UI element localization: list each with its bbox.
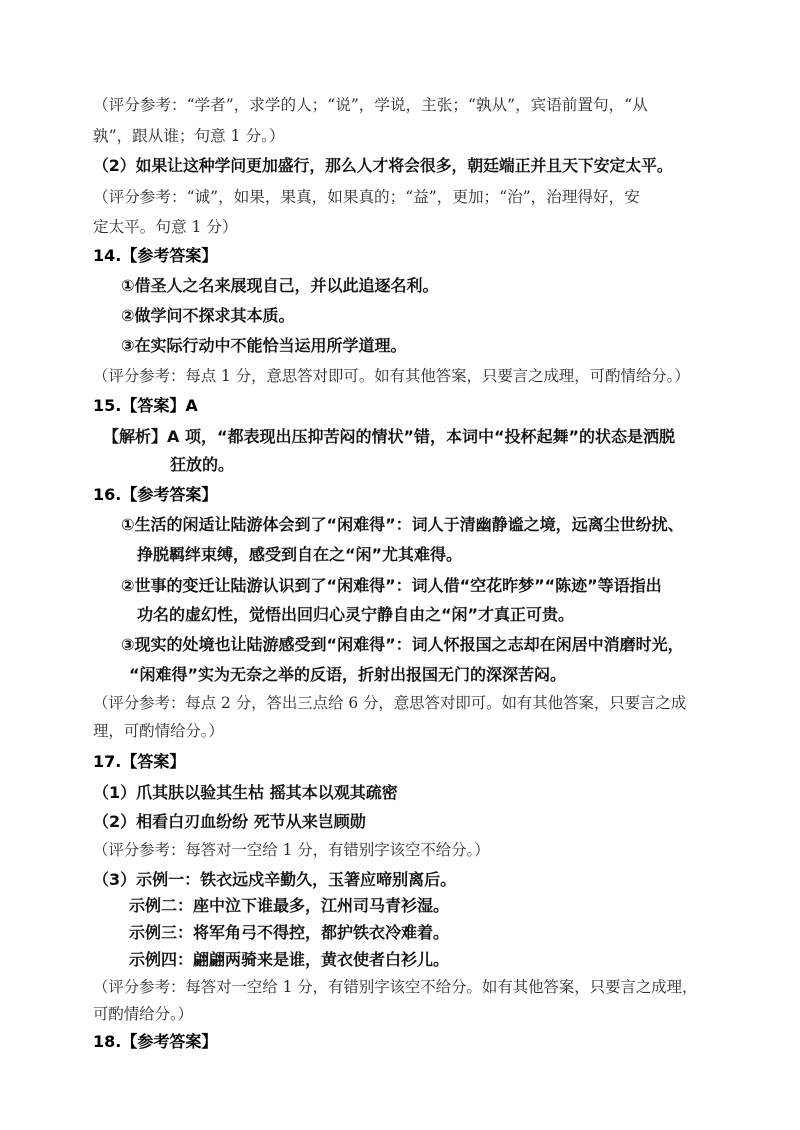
scoring-note-13-1-cont: 孰”，跟从谁；句意 1 分。） <box>93 127 285 145</box>
answer-16-point-3: ③现实的处境也让陆游感受到“闲难得”：词人怀报国之志却在闲居中消磨时光， <box>121 635 684 654</box>
analysis-15-cont: 狂放的。 <box>170 455 235 474</box>
question-15-heading: 15.【答案】A <box>93 396 198 415</box>
analysis-15: 【解析】A 项，“都表现出压抑苦闷的情状”错，本词中“投杯起舞”的状态是洒脱 <box>103 427 676 446</box>
answer-16-point-1: ①生活的闲适让陆游体会到了“闲难得”：词人于清幽静谧之境，远离尘世纷扰、 <box>121 515 684 534</box>
answer-17-3-example-3: 示例三：将军角弓不得控，都护铁衣冷难着。 <box>129 923 450 942</box>
scoring-note-16-cont: 理，可酌情给分。） <box>93 722 224 740</box>
question-16-heading: 16.【参考答案】 <box>93 485 218 504</box>
answer-16-point-2: ②世事的变迁让陆游认识到了“闲难得”：词人借“空花昨梦”“陈迹”等语指出 <box>121 576 662 595</box>
scoring-note-17-2: （评分参考：每答对一空给 1 分，有错别字该空不给分。） <box>93 841 490 859</box>
scoring-note-17-3: （评分参考：每答对一空给 1 分，有错别字该空不给分。如有其他答案，只要言之成理， <box>93 978 698 996</box>
answer-17-3-example-2: 示例二：座中泣下谁最多，江州司马青衫湿。 <box>129 896 450 915</box>
question-18-heading: 18.【参考答案】 <box>93 1032 218 1051</box>
answer-17-3-example-1: （3）示例一：铁衣远戍辛勤久，玉箸应啼别离后。 <box>93 870 457 889</box>
answer-16-point-2-cont: 功名的虚幻性，觉悟出回归心灵宁静自由之“闲”才真正可贵。 <box>137 605 575 624</box>
scoring-note-13-2: （评分参考：“诚”，如果，果真，如果真的；“益”，更加；“治”，治理得好，安 <box>93 188 640 206</box>
scoring-note-13-1: （评分参考：“学者”，求学的人；“说”，学说，主张；“孰从”，宾语前置句，“从 <box>93 96 648 114</box>
answer-14-point-3: ③在实际行动中不能恰当运用所学道理。 <box>121 336 407 355</box>
answer-16-point-1-cont: 挣脱羁绊束缚，感受到自在之“闲”尤其难得。 <box>137 545 463 564</box>
answer-16-point-3-cont: “闲难得”实为无奈之举的反语，折射出报国无门的深深苦闷。 <box>129 665 567 684</box>
answer-14-point-1: ①借圣人之名来展现自己，并以此追逐名利。 <box>121 276 439 295</box>
answer-17-2: （2）相看白刃血纷纷 死节从来岂顾勋 <box>93 812 366 831</box>
scoring-note-13-2-cont: 定太平。句意 1 分） <box>93 218 238 236</box>
question-17-heading: 17.【答案】 <box>93 752 186 771</box>
scoring-note-16: （评分参考：每点 2 分，答出三点给 6 分，意思答对即可。如有其他答案，只要言之成 <box>93 694 687 712</box>
answer-17-3-example-4: 示例四：翩翩两骑来是谁，黄衣使者白衫儿。 <box>129 950 450 969</box>
answer-17-1: （1）爪其肤以验其生枯 摇其本以观其疏密 <box>93 783 398 802</box>
answer-13-2: （2）如果让这种学问更加盛行，那么人才将会很多，朝廷端正并且天下安定太平。 <box>93 156 673 175</box>
scoring-note-14: （评分参考：每点 1 分，意思答对即可。如有其他答案，只要言之成理，可酌情给分。） <box>93 367 690 385</box>
answer-14-point-2: ②做学问不探求其本质。 <box>121 306 295 325</box>
question-14-heading: 14.【参考答案】 <box>93 246 218 265</box>
scoring-note-17-3-cont: 可酌情给分。） <box>93 1005 194 1023</box>
